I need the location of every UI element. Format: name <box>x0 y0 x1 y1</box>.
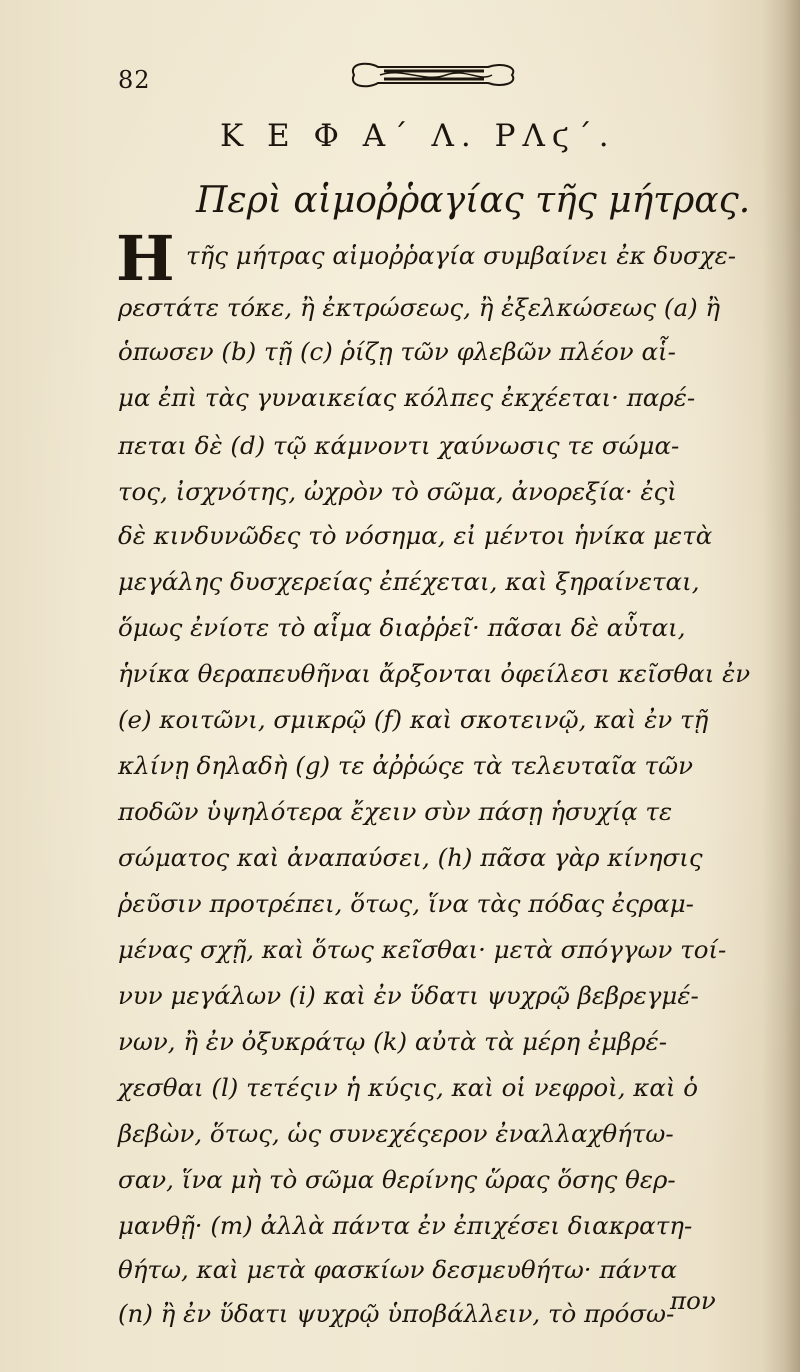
text-line: μένας σχῇ, καὶ ὅτως κεῖσθαι· μετὰ σπόγγων τοί- <box>118 935 727 964</box>
text-line: βεβὼν, ὅτως, ὡς συνεχέςερον ἐναλλαχθήτω- <box>118 1119 674 1148</box>
text-line: κλίνῃ δηλαδὴ (g) τε ἀῤῥώςε τὰ τελευταῖα τῶν <box>118 751 693 780</box>
text-line: (n) ἢ ἐν ὕδατι ψυχρῷ ὑποβάλλειν, τὸ πρόσω- <box>118 1299 675 1328</box>
text-line: μα ἐπὶ τὰς γυναικείας κόλπες ἐκχέεται· παρέ- <box>118 383 696 412</box>
drop-cap: Η <box>116 222 175 295</box>
text-line: νων, ἢ ἐν ὀξυκράτῳ (k) αὐτὰ τὰ μέρη ἐμβρέ- <box>118 1027 668 1056</box>
text-line: ποδῶν ὑψηλότερα ἔχειν σὺν πάσῃ ἡσυχίᾳ τε <box>118 797 673 826</box>
text-line: νυν μεγάλων (i) καὶ ἐν ὕδατι ψυχρῷ βεβρεγμέ- <box>118 981 699 1010</box>
text-line: τῆς μήτρας αἱμοῤῥαγία συμβαίνει ἐκ δυσχε- <box>186 241 737 270</box>
text-line: μανθῇ· (m) ἀλλὰ πάντα ἐν ἐπιχέσει διακρατη- <box>118 1211 693 1240</box>
text-line: ὁπωσεν (b) τῇ (c) ῥίζῃ τῶν φλεβῶν πλέον αἷ- <box>118 337 676 366</box>
text-line: ρεστάτε τόκε, ἢ ἐκτρώσεως, ἢ ἐξελκώσεως (a) ἢ <box>118 293 721 322</box>
chapter-title: Περὶ αἱμοῤῥαγίας τῆς μήτρας. <box>196 180 751 221</box>
text-line: πεται δὲ (d) τῷ κάμνοντι χαύνωσις τε σώμα- <box>118 431 680 460</box>
text-line: δὲ κινδυνῶδες τὸ νόσημα, εἰ μέντοι ἡνίκα μετὰ <box>118 521 713 550</box>
text-line: χεσθαι (l) τετέςιν ἡ κύςις, καὶ οἱ νεφροὶ, καὶ ὁ <box>118 1073 699 1102</box>
text-line: ἡνίκα θεραπευθῆναι ἄρξονται ὀφείλεσι κεῖσθαι ἐν <box>118 659 751 688</box>
text-line: ῥεῦσιν προτρέπει, ὅτως, ἵνα τὰς πόδας ἐςραμ- <box>118 889 694 918</box>
text-line: σώματος καὶ ἀναπαύσει, (h) πᾶσα γὰρ κίνησις <box>118 843 703 872</box>
text-line: (e) κοιτῶνι, σμικρῷ (f) καὶ σκοτεινῷ, καὶ ἐν τῇ <box>118 705 709 734</box>
ornament-icon <box>340 58 526 92</box>
chapter-heading: Κ Ε Φ Α΄ Λ. ΡΛϛ΄. <box>220 118 616 154</box>
text-line: τος, ἰσχνότης, ὠχρὸν τὸ σῶμα, ἀνορεξία· ἐςὶ <box>118 477 677 506</box>
text-line: σαν, ἵνα μὴ τὸ σῶμα θερίνης ὥρας ὅσης θερ- <box>118 1165 676 1194</box>
text-line: θήτω, καὶ μετὰ φασκίων δεσμευθήτω· πάντα <box>118 1255 678 1284</box>
text-line: ὅμως ἐνίοτε τὸ αἷμα διαῤῥεῖ· πᾶσαι δὲ αὗται, <box>118 613 686 642</box>
page-number: 82 <box>118 66 151 94</box>
page-edge-shadow <box>762 0 800 1372</box>
catchword: πον <box>670 1286 716 1315</box>
text-line: μεγάλης δυσχερείας ἐπέχεται, καὶ ξηραίνεται, <box>118 567 700 596</box>
